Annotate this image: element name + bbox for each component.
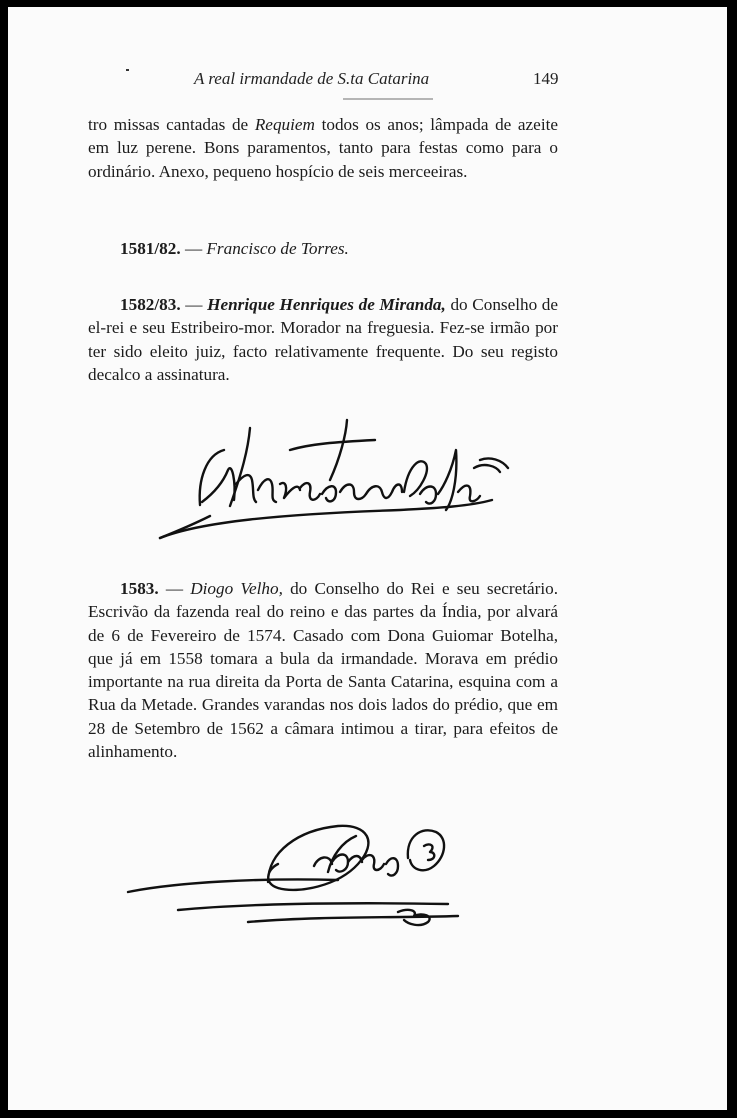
entry-text: do Conselho do Rei e seu secretário. Escrivão da fazenda real do reino e das partes da Índia, por alvará de 6 de Fevereiro de 1574. Casado com Dona Guiomar Botelha, que já em 1558 tomara a bula da irmandade. Morava em prédio importante na rua direita da Porta de Santa Catarina, esquina com a Rua da Metade. Grandes varandas nos dois lados do prédio, que em 28 de Setembro de 1562 a câmara intimou a tirar, para efeitos de alinhamento. <box>88 579 558 762</box>
entry-year: 1582/83. <box>120 295 181 314</box>
intro-part-a: tro <box>88 115 108 134</box>
intro-paragraph <box>88 113 558 183</box>
entry-1581 <box>88 237 558 260</box>
sig-stroke <box>230 428 250 506</box>
entry-1582 <box>88 293 558 386</box>
entry-year: 1583. <box>120 579 159 598</box>
intro-part-b: missas cantadas de <box>113 115 249 134</box>
entry-dash: — <box>184 239 203 258</box>
intro-part-d: todos os anos; lâmpada de azeite em luz perene. Bons paramentos, tanto para festas como para o ordinário. Anexo, pequeno hospício de seis merceeiras. <box>88 115 558 181</box>
signature-henrique-henriques <box>140 410 512 550</box>
page-header <box>8 69 727 93</box>
entry-1583 <box>88 577 558 763</box>
ink-speck <box>126 69 129 71</box>
entry-dash: — <box>165 579 184 598</box>
signature-diogo-velho <box>118 812 468 942</box>
entry-dash: — <box>185 295 203 314</box>
ink-smudge <box>343 98 433 100</box>
entry-name: Francisco de Torres. <box>206 239 349 258</box>
page-number: 149 <box>533 69 559 88</box>
entry-year: 1581/82. <box>120 239 181 258</box>
entry-text: do Conselho de el-rei e seu Estribeiro-mor. Morador na freguesia. Fez-se irmão por ter sido eleito juiz, facto relativamente frequente. Do seu registo decalco a assinatura. <box>88 295 559 384</box>
entry-name: Henrique Henriques de Miranda, <box>207 295 446 314</box>
book-page <box>8 7 727 1110</box>
intro-part-c: Requiem <box>254 115 315 134</box>
running-title: A real irmandade de S.ta Catarina <box>194 69 430 88</box>
entry-name: Diogo Velho, <box>190 579 283 598</box>
